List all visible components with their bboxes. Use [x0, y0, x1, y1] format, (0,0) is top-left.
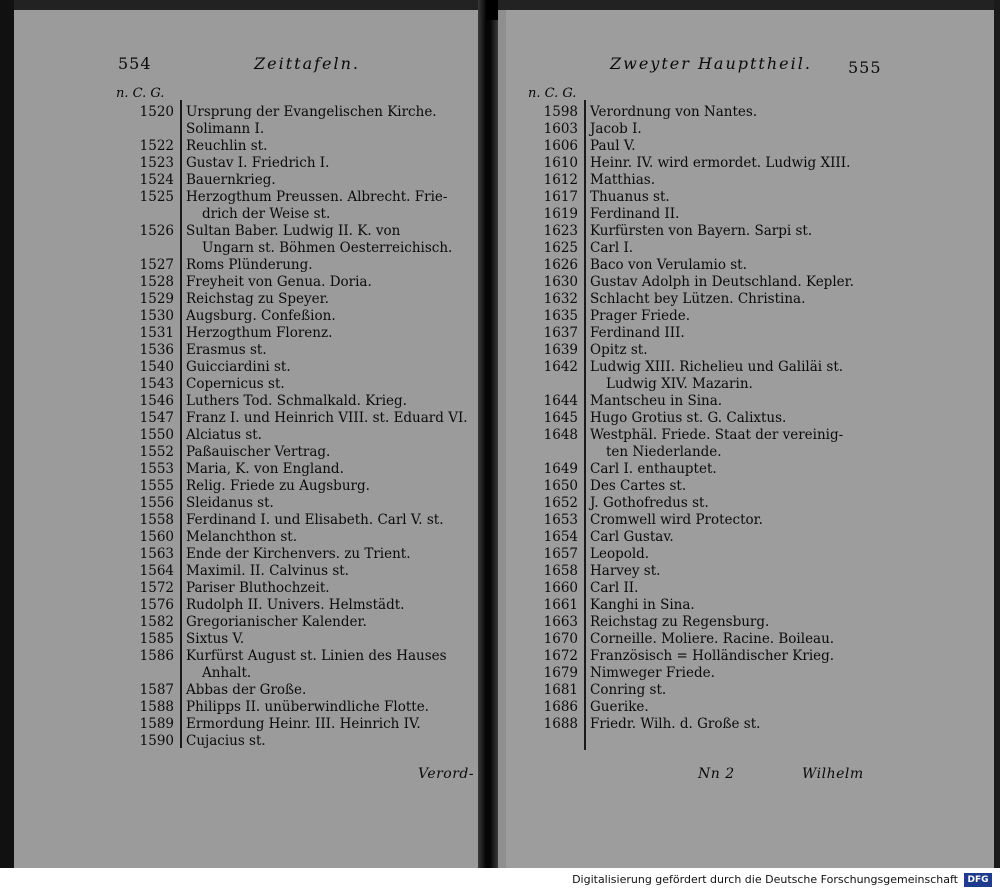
year-cell: 1529 [139, 291, 174, 307]
event-cell: Gregorianischer Kalender. [186, 614, 367, 630]
year-cell: 1531 [139, 325, 174, 341]
year-cell: 1540 [139, 359, 174, 375]
left-column-header: n. C. G. [116, 86, 165, 101]
event-cell: J. Gothofredus st. [590, 495, 709, 511]
year-cell: 1560 [139, 529, 174, 545]
year-cell: 1645 [543, 410, 578, 426]
event-cell: Harvey st. [590, 563, 661, 579]
table-row [126, 189, 486, 206]
table-row [530, 597, 910, 614]
year-cell: 1648 [543, 427, 578, 443]
table-row [530, 614, 910, 631]
year-cell: 1639 [543, 342, 578, 358]
table-row [530, 393, 910, 410]
year-cell: 1626 [543, 257, 578, 273]
event-cell: Carl I. enthauptet. [590, 461, 717, 477]
event-cell: Pariser Bluthochzeit. [186, 580, 330, 596]
year-cell: 1588 [139, 699, 174, 715]
year-cell: 1586 [139, 648, 174, 664]
table-row [530, 325, 910, 342]
table-row [126, 342, 486, 359]
year-cell: 1520 [139, 104, 174, 120]
table-row [126, 648, 486, 665]
event-cell: Cujacius st. [186, 733, 266, 749]
event-cell: Ungarn st. Böhmen Oesterreichisch. [202, 240, 453, 256]
left-catchword: Verord- [418, 766, 475, 782]
event-cell: Carl Gustav. [590, 529, 674, 545]
year-cell: 1530 [139, 308, 174, 324]
year-cell: 1587 [139, 682, 174, 698]
left-edge [0, 0, 14, 868]
year-cell: 1582 [139, 614, 174, 630]
table-row [530, 546, 910, 563]
table-row [126, 121, 486, 138]
event-cell: Ferdinand I. und Elisabeth. Carl V. st. [186, 512, 444, 528]
year-cell: 1654 [543, 529, 578, 545]
table-row [126, 444, 486, 461]
table-row [530, 699, 910, 716]
event-cell: Relig. Friede zu Augsburg. [186, 478, 370, 494]
event-cell: Matthias. [590, 172, 656, 188]
table-row [530, 580, 910, 597]
table-row [530, 529, 910, 546]
table-row [126, 665, 486, 682]
table-row [126, 478, 486, 495]
year-cell: 1623 [543, 223, 578, 239]
left-page-number: 554 [118, 54, 152, 73]
year-cell: 1550 [139, 427, 174, 443]
table-row [126, 291, 486, 308]
year-cell: 1589 [139, 716, 174, 732]
left-page [14, 10, 492, 868]
event-cell: Paul V. [590, 138, 636, 154]
table-row [126, 393, 486, 410]
event-cell: Augsburg. Confeßion. [186, 308, 336, 324]
year-cell: 1552 [139, 444, 174, 460]
year-cell: 1528 [139, 274, 174, 290]
table-row [530, 376, 910, 393]
year-cell: 1585 [139, 631, 174, 647]
event-cell: Prager Friede. [590, 308, 691, 324]
event-cell: Melanchthon st. [186, 529, 298, 545]
table-row [530, 648, 910, 665]
event-cell: Maximil. II. Calvinus st. [186, 563, 349, 579]
right-catchword: Wilhelm [802, 766, 864, 782]
event-cell: Abbas der Große. [186, 682, 307, 698]
year-cell: 1523 [139, 155, 174, 171]
table-row [126, 104, 486, 121]
event-cell: Herzogthum Preussen. Albrecht. Frie- [186, 189, 448, 205]
year-cell: 1686 [543, 699, 578, 715]
table-row [126, 172, 486, 189]
table-row [126, 563, 486, 580]
year-cell: 1576 [139, 597, 174, 613]
table-row [126, 614, 486, 631]
right-page-number: 555 [848, 58, 882, 77]
table-row [126, 427, 486, 444]
year-cell: 1525 [139, 189, 174, 205]
year-cell: 1556 [139, 495, 174, 511]
table-row [530, 682, 910, 699]
year-cell: 1660 [543, 580, 578, 596]
year-cell: 1649 [543, 461, 578, 477]
year-cell: 1572 [139, 580, 174, 596]
event-cell: Maria, K. von England. [186, 461, 344, 477]
event-cell: Alciatus st. [186, 427, 262, 443]
year-cell: 1679 [543, 665, 578, 681]
event-cell: Erasmus st. [186, 342, 267, 358]
event-cell: Anhalt. [202, 665, 252, 681]
event-cell: ten Niederlande. [606, 444, 722, 460]
table-row [126, 580, 486, 597]
year-cell: 1642 [543, 359, 578, 375]
event-cell: Thuanus st. [590, 189, 670, 205]
table-row [126, 699, 486, 716]
event-cell: Paßauischer Vertrag. [186, 444, 331, 460]
table-row [126, 155, 486, 172]
event-cell: Sixtus V. [186, 631, 245, 647]
year-cell: 1661 [543, 597, 578, 613]
event-cell: Ferdinand II. [590, 206, 680, 222]
year-cell: 1650 [543, 478, 578, 494]
top-edge [0, 0, 1000, 10]
event-cell: Ludwig XIV. Mazarin. [606, 376, 753, 392]
year-cell: 1522 [139, 138, 174, 154]
table-row [530, 121, 910, 138]
event-cell: Ermordung Heinr. III. Heinrich IV. [186, 716, 421, 732]
year-cell: 1543 [139, 376, 174, 392]
table-row [530, 461, 910, 478]
event-cell: Baco von Verulamio st. [590, 257, 747, 273]
left-chronology-table [126, 104, 486, 754]
event-cell: Copernicus st. [186, 376, 285, 392]
year-cell: 1672 [543, 648, 578, 664]
table-row [126, 138, 486, 155]
year-cell: 1606 [543, 138, 578, 154]
event-cell: Friedr. Wilh. d. Große st. [590, 716, 761, 732]
event-cell: Sleidanus st. [186, 495, 274, 511]
table-row [530, 342, 910, 359]
year-cell: 1657 [543, 546, 578, 562]
table-row [530, 240, 910, 257]
table-row [530, 274, 910, 291]
table-row [530, 665, 910, 682]
event-cell: Bauernkrieg. [186, 172, 276, 188]
table-row [126, 461, 486, 478]
table-row [126, 733, 486, 750]
footer-funding-text: Digitalisierung gefördert durch die Deutsche Forschungsgemeinschaft [572, 873, 958, 886]
event-cell: Ende der Kirchenvers. zu Trient. [186, 546, 411, 562]
table-row [530, 716, 910, 733]
table-row [530, 189, 910, 206]
right-running-head: Zweyter Haupttheil. [610, 54, 812, 73]
event-cell: Hugo Grotius st. G. Calixtus. [590, 410, 787, 426]
event-cell: Carl I. [590, 240, 634, 256]
table-row [126, 257, 486, 274]
event-cell: Cromwell wird Protector. [590, 512, 763, 528]
event-cell: Corneille. Moliere. Racine. Boileau. [590, 631, 835, 647]
year-cell: 1637 [543, 325, 578, 341]
year-cell: 1612 [543, 172, 578, 188]
right-edge [994, 0, 1000, 868]
table-row [530, 257, 910, 274]
event-cell: Conring st. [590, 682, 667, 698]
left-running-head: Zeittafeln. [254, 54, 360, 73]
table-row [126, 682, 486, 699]
year-cell: 1564 [139, 563, 174, 579]
year-cell: 1546 [139, 393, 174, 409]
table-row [126, 274, 486, 291]
dfg-logo: DFG [964, 873, 992, 887]
year-cell: 1658 [543, 563, 578, 579]
table-row [126, 546, 486, 563]
event-cell: Kanghi in Sina. [590, 597, 695, 613]
year-cell: 1547 [139, 410, 174, 426]
gutter-shadow [486, 0, 498, 20]
table-row [126, 308, 486, 325]
event-cell: Reichstag zu Regensburg. [590, 614, 770, 630]
right-signature-mark: Nn 2 [698, 766, 735, 782]
event-cell: Herzogthum Florenz. [186, 325, 333, 341]
year-cell: 1630 [543, 274, 578, 290]
event-cell: Französisch = Holländischer Krieg. [590, 648, 835, 664]
table-row [126, 359, 486, 376]
event-cell: Opitz st. [590, 342, 648, 358]
year-cell: 1635 [543, 308, 578, 324]
table-row [126, 512, 486, 529]
event-cell: Carl II. [590, 580, 639, 596]
event-cell: Reuchlin st. [186, 138, 268, 154]
book-gutter [478, 0, 498, 868]
event-cell: Gustav Adolph in Deutschland. Kepler. [590, 274, 854, 290]
event-cell: Guicciardini st. [186, 359, 291, 375]
year-cell: 1598 [543, 104, 578, 120]
event-cell: Mantscheu in Sina. [590, 393, 723, 409]
event-cell: Verordnung von Nantes. [590, 104, 758, 120]
event-cell: Nimweger Friede. [590, 665, 715, 681]
event-cell: drich der Weise st. [202, 206, 331, 222]
year-cell: 1610 [543, 155, 578, 171]
event-cell: Westphäl. Friede. Staat der vereinig- [590, 427, 844, 443]
event-cell: Schlacht bey Lützen. Christina. [590, 291, 806, 307]
event-cell: Jacob I. [590, 121, 642, 137]
year-cell: 1536 [139, 342, 174, 358]
table-row [126, 206, 486, 223]
table-row [126, 597, 486, 614]
table-row [530, 172, 910, 189]
year-cell: 1603 [543, 121, 578, 137]
year-cell: 1563 [139, 546, 174, 562]
year-cell: 1625 [543, 240, 578, 256]
event-cell: Ferdinand III. [590, 325, 685, 341]
year-cell: 1619 [543, 206, 578, 222]
year-cell: 1688 [543, 716, 578, 732]
table-row [530, 104, 910, 121]
year-cell: 1555 [139, 478, 174, 494]
event-cell: Roms Plünderung. [186, 257, 313, 273]
event-cell: Luthers Tod. Schmalkald. Krieg. [186, 393, 407, 409]
table-row [126, 631, 486, 648]
event-cell: Ursprung der Evangelischen Kirche. [186, 104, 437, 120]
table-row [530, 155, 910, 172]
event-cell: Kurfürsten von Bayern. Sarpi st. [590, 223, 813, 239]
event-cell: Philipps II. unüberwindliche Flotte. [186, 699, 429, 715]
table-row [126, 529, 486, 546]
event-cell: Des Cartes st. [590, 478, 687, 494]
event-cell: Heinr. IV. wird ermordet. Ludwig XIII. [590, 155, 851, 171]
year-cell: 1663 [543, 614, 578, 630]
table-row [530, 308, 910, 325]
table-row [530, 291, 910, 308]
event-cell: Ludwig XIII. Richelieu und Galiläi st. [590, 359, 844, 375]
year-cell: 1652 [543, 495, 578, 511]
table-row [530, 223, 910, 240]
year-cell: 1527 [139, 257, 174, 273]
table-row [126, 410, 486, 427]
event-cell: Freyheit von Genua. Doria. [186, 274, 372, 290]
table-row [530, 444, 910, 461]
event-cell: Leopold. [590, 546, 650, 562]
footer-bar [0, 868, 1000, 892]
year-cell: 1526 [139, 223, 174, 239]
year-cell: 1644 [543, 393, 578, 409]
year-cell: 1558 [139, 512, 174, 528]
table-row [126, 716, 486, 733]
table-row [126, 325, 486, 342]
right-page [506, 10, 994, 868]
table-row [530, 359, 910, 376]
table-row [530, 427, 910, 444]
event-cell: Guerike. [590, 699, 649, 715]
event-cell: Reichstag zu Speyer. [186, 291, 329, 307]
event-cell: Rudolph II. Univers. Helmstädt. [186, 597, 405, 613]
table-row [126, 376, 486, 393]
table-row [530, 478, 910, 495]
year-cell: 1553 [139, 461, 174, 477]
table-row [530, 512, 910, 529]
year-cell: 1590 [139, 733, 174, 749]
year-cell: 1632 [543, 291, 578, 307]
event-cell: Sultan Baber. Ludwig II. K. von [186, 223, 401, 239]
table-row [530, 138, 910, 155]
year-cell: 1681 [543, 682, 578, 698]
right-column-header: n. C. G. [528, 86, 577, 101]
year-cell: 1617 [543, 189, 578, 205]
right-chronology-table [530, 104, 910, 754]
event-cell: Franz I. und Heinrich VIII. st. Eduard VI. [186, 410, 468, 426]
table-row [530, 410, 910, 427]
event-cell: Kurfürst August st. Linien des Hauses [186, 648, 447, 664]
table-row [530, 631, 910, 648]
event-cell: Solimann I. [186, 121, 265, 137]
year-cell: 1524 [139, 172, 174, 188]
year-cell: 1653 [543, 512, 578, 528]
table-row [530, 206, 910, 223]
table-row [126, 495, 486, 512]
year-cell: 1670 [543, 631, 578, 647]
table-row [126, 240, 486, 257]
event-cell: Gustav I. Friedrich I. [186, 155, 330, 171]
table-row [530, 495, 910, 512]
table-row [530, 563, 910, 580]
table-row [126, 223, 486, 240]
